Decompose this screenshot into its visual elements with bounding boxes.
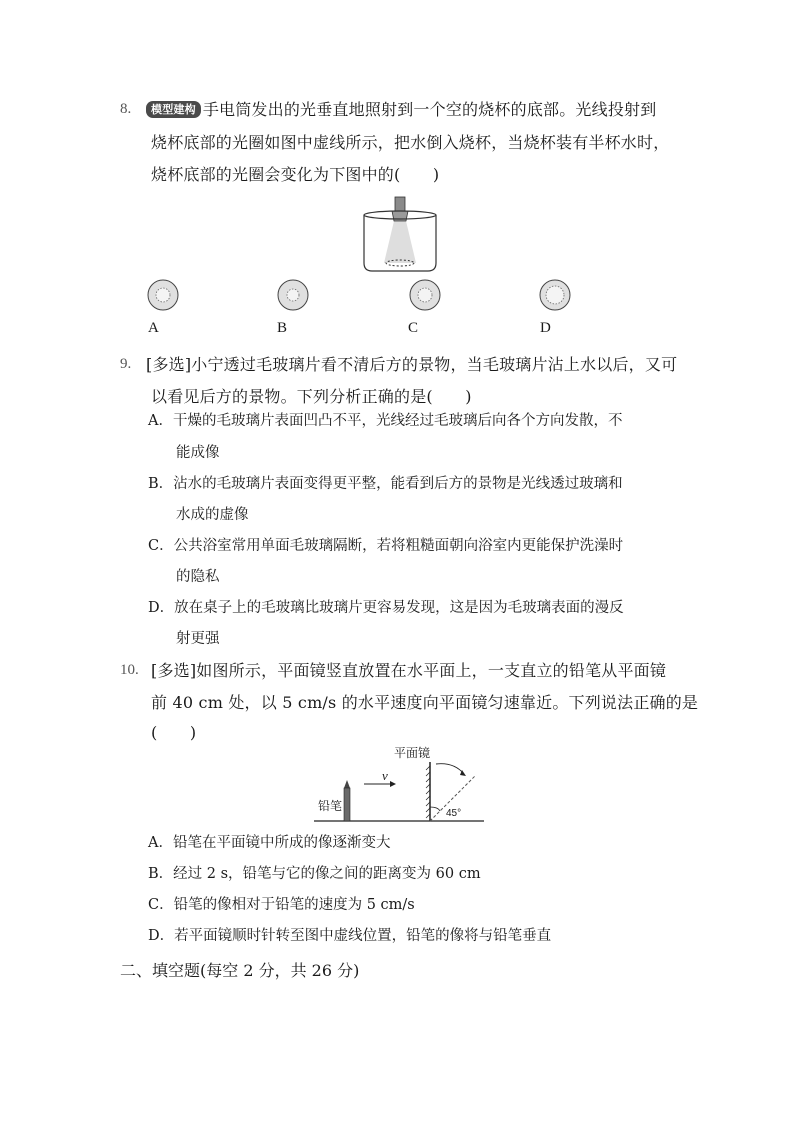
option-d-light-circle: [538, 278, 572, 312]
angle-label: 45°: [446, 808, 462, 819]
q10-option-c: C．铅笔的像相对于铅笔的速度为 5 cm/s: [148, 897, 415, 913]
question-8-line-3: 烧杯底部的光圈会变化为下图中的( ): [151, 165, 440, 184]
q9-option-c-line-2: 的隐私: [176, 569, 220, 585]
question-8-line-2: 烧杯底部的光圈如图中虚线所示，把水倒入烧杯，当烧杯装有半杯水时，: [151, 133, 670, 152]
question-10-line-3: ( ): [151, 723, 197, 742]
q9-option-d-line-1: D．放在桌子上的毛玻璃比玻璃片更容易发现，这是因为毛玻璃表面的漫反: [148, 600, 624, 616]
section-title: 二、填空题(每空 2 分，共 26 分): [120, 961, 360, 980]
q10-option-d: D．若平面镜顺时针转至图中虚线位置，铅笔的像将与铅笔垂直: [148, 928, 552, 944]
q10-option-b: B．经过 2 s，铅笔与它的像之间的距离变为 60 cm: [148, 866, 481, 882]
option-b-light-circle: [276, 278, 310, 312]
question-text: 手电筒发出的光垂直地照射到一个空的烧杯的底部。光线投射到: [202, 100, 657, 119]
q9-option-c-line-1: C．公共浴室常用单面毛玻璃隔断，若将粗糙面朝向浴室内更能保护洗澡时: [148, 538, 624, 554]
q10-option-a: A．铅笔在平面镜中所成的像逐渐变大: [148, 835, 391, 851]
question-number: 10.: [120, 662, 139, 678]
option-a-light-circle: [146, 278, 180, 312]
question-9-line-1: [多选]小宁透过毛玻璃片看不清后方的景物，当毛玻璃片沾上水以后，又可: [146, 355, 678, 374]
option-a-label: A: [148, 320, 159, 336]
question-number: 8.: [120, 101, 132, 117]
option-d-label: D: [540, 320, 551, 336]
question-8-line-1: [146, 93, 656, 126]
q9-option-b-line-1: B．沾水的毛玻璃片表面变得更平整，能看到后方的景物是光线透过玻璃和: [148, 476, 623, 492]
q9-option-b-line-2: 水成的虚像: [176, 507, 249, 523]
mirror-label: 平面镜: [394, 746, 431, 760]
beaker-flashlight-figure: [360, 193, 440, 275]
model-building-tag: 模型建构: [146, 101, 201, 118]
option-c-label: C: [408, 320, 419, 336]
question-10-line-2: 前 40 cm 处，以 5 cm/s 的水平速度向平面镜匀速靠近。下列说法正确的是: [151, 693, 699, 712]
question-10-line-1: [多选]如图所示，平面镜竖直放置在水平面上，一支直立的铅笔从平面镜: [151, 661, 667, 680]
q9-option-a-line-2: 能成像: [176, 445, 220, 461]
q9-option-d-line-2: 射更强: [176, 631, 220, 647]
question-number: 9.: [120, 356, 132, 372]
option-b-label: B: [277, 320, 288, 336]
velocity-label: v: [382, 768, 388, 783]
pencil-label: 铅笔: [318, 799, 343, 813]
question-9-line-2: 以看见后方的景物。下列分析正确的是( ): [151, 387, 472, 406]
q9-option-a-line-1: A．干燥的毛玻璃片表面凹凸不平，光线经过毛玻璃后向各个方向发散，不: [148, 413, 623, 429]
option-c-light-circle: [408, 278, 442, 312]
